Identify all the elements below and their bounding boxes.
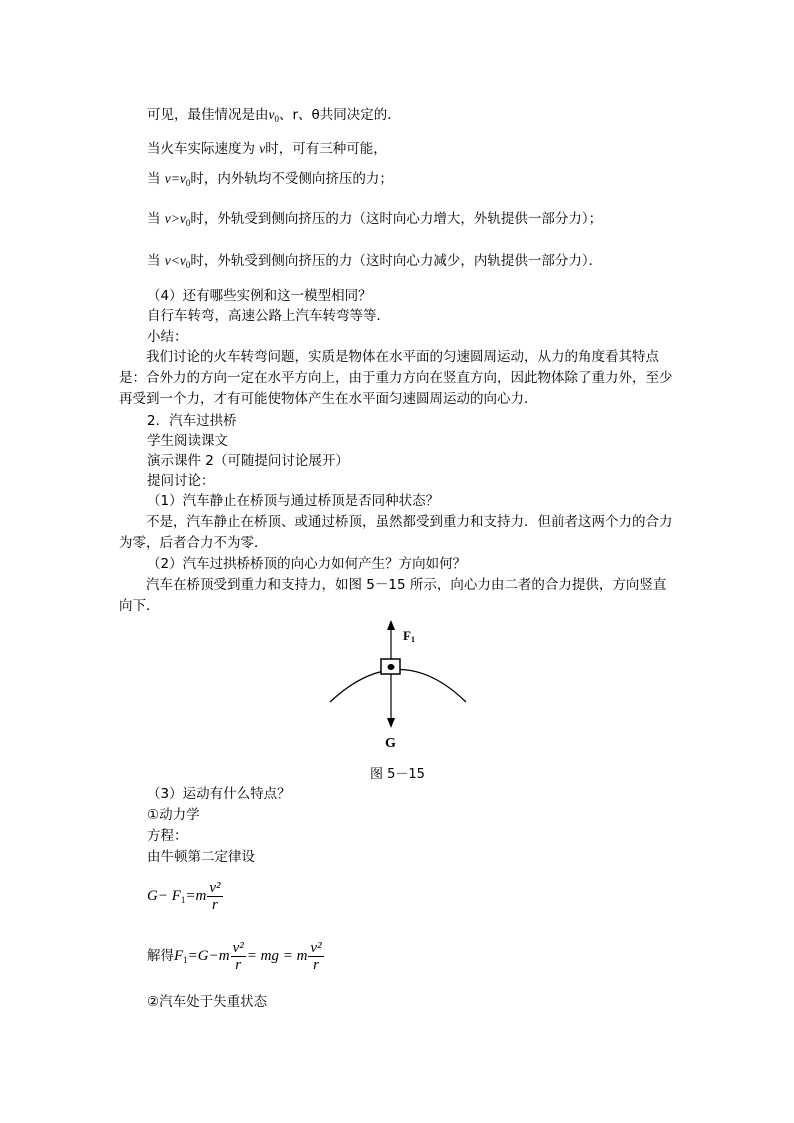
text-line: 当 $v>v_0$时，外轨受到侧向挤压的力（这时向心力增大，外轨提供一部分力）； (147, 211, 603, 228)
equation-1: $G- F_1=m$ $\frac{\text{v²}}{r}$ (147, 880, 221, 913)
summary-paragraph: 我们讨论的火车转弯问题，实质是物体在水平面的匀速圆周运动，从力的角度看其特点是：合外力的方向一定在水平方向上，由于重力方向在竖直方向，因此物体除了重力外，至少再受到一个力，才有可能使物体产生在水平面匀速圆周运动的向心力． (119, 349, 673, 407)
symbol-v: v (259, 141, 266, 156)
section-heading: 2．汽车过拱桥 (147, 413, 237, 429)
fraction: $\frac{\text{v²}}{r}$ (310, 940, 322, 973)
label-g: G (385, 736, 396, 751)
relation: $v<v_0$ (164, 253, 191, 270)
label-f1: F1 (403, 628, 415, 644)
question-4: （4）还有哪些实例和这一模型相同？ (147, 288, 372, 304)
relation: $v=v_0$ (164, 171, 191, 188)
summary-label: 小结： (147, 329, 188, 345)
point-dynamics: ①动力学 (147, 807, 200, 823)
question-3: （3）运动有什么特点？ (147, 786, 291, 802)
answer-1: 不是，汽车静止在桥顶、或通过桥顶，虽然都受到重力和支持力．但前者这两个力的合力为零，后者合力不为零． (119, 514, 673, 551)
question-2: （2）汽车过拱桥桥顶的向心力如何产生？方向如何？ (147, 556, 467, 572)
fraction: $\frac{\text{v²}}{r}$ (232, 940, 244, 973)
text-line (147, 106, 401, 128)
text-line: 演示课件 2（可随提问讨论展开） (147, 453, 349, 469)
relation: $v>v_0$ (164, 211, 191, 228)
text-line: 学生阅读课文 (147, 433, 228, 449)
text-span: 、r、θ共同决定的． (279, 107, 401, 123)
text-line: 方程： (147, 828, 188, 844)
point-weightlessness: ②汽车处于失重状态 (147, 994, 268, 1010)
text-span: 可见，最佳情况是由 (147, 107, 269, 123)
text-line: 当 $v<v_0$时，外轨受到侧向挤压的力（这时向心力减少，内轨提供一部分力）． (147, 253, 603, 270)
text-line: 当火车实际速度为 v时，可有三种可能， (147, 141, 387, 157)
answer-2: 汽车在桥顶受到重力和支持力，如图 5－15 所示，向心力由二者的合力提供，方向竖直向下． (119, 577, 667, 614)
fraction: $\frac{\text{v²}}{r}$ (209, 880, 221, 913)
text-line: 当 $v=v_0$时，内外轨均不受侧向挤压的力； (147, 171, 393, 188)
equation-2: 解得$F_1=G-m$ $\frac{\text{v²}}{r}$ = mg = m $\frac{\text{v²}}{r}$ (147, 940, 322, 973)
answer-4: 自行车转弯，高速公路上汽车转弯等等． (147, 308, 390, 324)
text-line: 提问讨论： (147, 473, 215, 489)
text-line: 由牛顿第二定律设 (147, 849, 255, 865)
symbol-v0: $v_0$ (268, 107, 279, 124)
figure-caption: 图 5－15 (370, 767, 425, 782)
question-1: （1）汽车静止在桥顶与通过桥顶是否同种状态？ (147, 493, 440, 509)
center-dot (388, 664, 395, 670)
